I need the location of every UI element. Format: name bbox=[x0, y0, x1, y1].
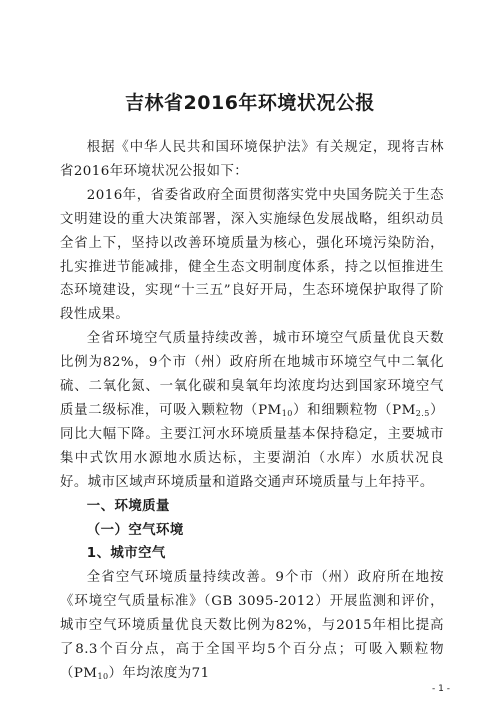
overview-paragraph: 2016年，省委省政府全面贯彻落实党中央国务院关于生态文明建设的重大决策部署，深入实施绿色发展战略，组织动员全省上下，坚持以改善环境质量为核心，强化环境污染防治，扎实推进节能减排，健全生态文明制度体系，持之以恒推进生态环境建设，实现“十三五”良好开局，生态环境保护取得了阶段性成果。 bbox=[60, 187, 444, 323]
summary-text-1: 全省环境空气质量持续改善，城市环境空气质量优良天数比例为82%，9个市（州）政府所在地城市环境空气中二氧化硫、二氧化氮、一氧化碳和臭氧年均浓度均达到国家环境空气质量二级标准，可吸入颗粒物（PM bbox=[60, 331, 444, 418]
city-air-text-1: 全省空气环境质量持续改善。9个市（州）政府所在地按《环境空气质量标准》（GB 3095-2012）开展监测和评价，城市空气环境质量优良天数比例为82%，与2015年相比提高了8.3个百分点，高于全国平均5个百分点；可吸入颗粒物（PM bbox=[60, 570, 444, 681]
document-body bbox=[60, 136, 444, 686]
section-heading-air-environment: （一）空气环境 bbox=[86, 522, 184, 538]
summary-text-3: ）同比大幅下降。主要江河水环境质量基本保持稳定，主要城市集中式饮用水源地水质达标，主要湖泊（水库）水质状况良好。城市区域声环境质量和道路交通声环境质量与上年持平。 bbox=[60, 402, 444, 490]
pm10-subscript: 10 bbox=[97, 671, 109, 681]
pm10-subscript: 10 bbox=[281, 408, 293, 418]
summary-text-2: ）和细颗粒物（PM bbox=[292, 402, 416, 418]
document-title: 吉林省2016年环境状况公报 bbox=[125, 92, 375, 114]
summary-paragraph bbox=[60, 327, 444, 494]
city-air-paragraph bbox=[60, 566, 444, 686]
city-air-text-2: ）年均浓度为71 bbox=[108, 665, 210, 681]
intro-paragraph: 根据《中华人民共和国环境保护法》有关规定，现将吉林省2016年环境状况公报如下： bbox=[60, 140, 444, 179]
section-heading-city-air: 1、城市空气 bbox=[86, 546, 166, 562]
page-number: - 1 - bbox=[432, 684, 450, 694]
pm25-subscript: 2.5 bbox=[415, 408, 430, 418]
section-heading-environment-quality: 一、环境质量 bbox=[86, 498, 170, 514]
